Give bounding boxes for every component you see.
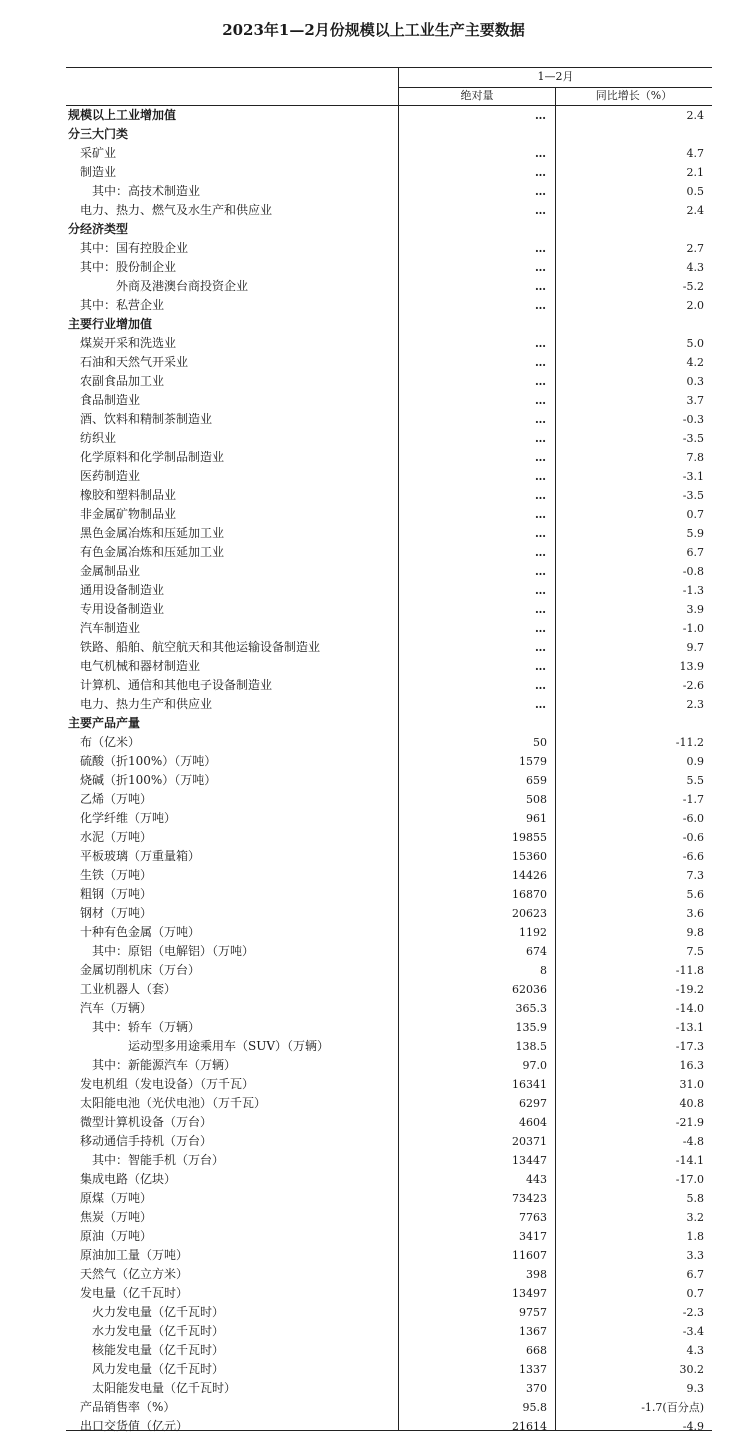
row-absolute-value: 13447: [512, 1154, 547, 1167]
row-yoy-value: 9.3: [686, 1382, 704, 1395]
row-absolute-value: 20623: [512, 907, 547, 920]
row-label: 生铁（万吨）: [80, 868, 153, 882]
row-absolute-value: …: [535, 698, 547, 711]
row-label: 金属制品业: [80, 564, 141, 578]
row-label: 其中：高技术制造业: [92, 184, 201, 198]
row-absolute-value: …: [535, 299, 547, 312]
table-row: [66, 676, 712, 695]
table-row: [66, 961, 712, 980]
row-label: 有色金属冶炼和压延加工业: [80, 545, 225, 559]
row-label: 其中：国有控股企业: [80, 241, 189, 255]
table-row: [66, 315, 712, 334]
row-absolute-value: 8: [540, 964, 547, 977]
table-row: [66, 847, 712, 866]
row-absolute-value: …: [535, 451, 547, 464]
row-absolute-value: 674: [526, 945, 547, 958]
row-label: 制造业: [80, 165, 117, 179]
row-yoy-value: 0.5: [686, 185, 704, 198]
row-yoy-value: -14.1: [675, 1154, 704, 1167]
row-label: 太阳能发电量（亿千瓦时）: [92, 1381, 237, 1395]
table-row: [66, 486, 712, 505]
row-label: 规模以上工业增加值: [68, 108, 177, 122]
row-yoy-value: -14.0: [675, 1002, 704, 1015]
row-yoy-value: 0.9: [686, 755, 704, 768]
row-absolute-value: …: [535, 679, 547, 692]
table-row: [66, 1037, 712, 1056]
table-row: [66, 923, 712, 942]
row-label: 外商及港澳台商投资企业: [116, 279, 249, 293]
table-row: [66, 828, 712, 847]
table-row: [66, 638, 712, 657]
table-row: [66, 448, 712, 467]
table-row: [66, 1360, 712, 1379]
row-absolute-value: …: [535, 147, 547, 160]
table-row: [66, 1132, 712, 1151]
row-yoy-value: 31.0: [679, 1078, 704, 1091]
table-row: [66, 1398, 712, 1417]
row-label: 焦炭（万吨）: [80, 1210, 153, 1224]
row-yoy-value: 9.7: [686, 641, 704, 654]
row-yoy-value: 5.9: [686, 527, 704, 540]
row-absolute-value: …: [535, 242, 547, 255]
table-row: [66, 1113, 712, 1132]
row-label: 天然气（亿立方米）: [80, 1267, 189, 1281]
row-absolute-value: 508: [526, 793, 547, 806]
row-absolute-value: …: [535, 508, 547, 521]
row-yoy-value: 16.3: [679, 1059, 704, 1072]
row-label: 橡胶和塑料制品业: [80, 488, 177, 502]
row-label: 钢材（万吨）: [80, 906, 153, 920]
row-absolute-value: 15360: [512, 850, 547, 863]
row-absolute-value: …: [535, 204, 547, 217]
row-yoy-value: 2.3: [686, 698, 704, 711]
row-label: 硫酸（折100%）（万吨）: [80, 754, 217, 768]
table-row: [66, 790, 712, 809]
row-label: 核能发电量（亿千瓦时）: [92, 1343, 225, 1357]
row-label: 十种有色金属（万吨）: [80, 925, 201, 939]
table-row: [66, 904, 712, 923]
row-yoy-value: 5.6: [686, 888, 704, 901]
row-label: 电力、热力、燃气及水生产和供应业: [80, 203, 273, 217]
row-yoy-value: 4.2: [686, 356, 704, 369]
row-yoy-value: -2.6: [682, 679, 704, 692]
table-row: [66, 524, 712, 543]
table-row: [66, 106, 712, 125]
row-label: 食品制造业: [80, 393, 141, 407]
row-yoy-value: 3.6: [686, 907, 704, 920]
table-row: [66, 144, 712, 163]
row-label: 布（亿米）: [80, 735, 141, 749]
page-title: 2023年1—2月份规模以上工业生产主要数据: [222, 21, 525, 39]
row-absolute-value: 11607: [512, 1249, 547, 1262]
row-absolute-value: 398: [526, 1268, 547, 1281]
row-label: 粗钢（万吨）: [80, 887, 153, 901]
row-absolute-value: 73423: [512, 1192, 547, 1205]
header-period: 1—2月: [537, 70, 574, 83]
row-label: 运动型多用途乘用车（SUV）（万辆）: [128, 1039, 330, 1053]
row-label: 原油加工量（万吨）: [80, 1248, 189, 1262]
row-absolute-value: 6297: [519, 1097, 547, 1110]
row-label: 非金属矿物制品业: [80, 507, 177, 521]
row-absolute-value: 7763: [519, 1211, 547, 1224]
row-absolute-value: 19855: [512, 831, 547, 844]
row-label: 电气机械和器材制造业: [80, 659, 201, 673]
row-absolute-value: 13497: [512, 1287, 547, 1300]
row-absolute-value: …: [535, 660, 547, 673]
row-yoy-value: -1.7: [682, 793, 704, 806]
row-label: 移动通信手持机（万台）: [80, 1134, 213, 1148]
table-row: [66, 258, 712, 277]
row-yoy-value: -3.5: [682, 489, 704, 502]
row-yoy-value: -13.1: [675, 1021, 704, 1034]
table-top-rule: [66, 67, 712, 68]
row-absolute-value: 135.9: [515, 1021, 547, 1034]
row-label: 计算机、通信和其他电子设备制造业: [80, 678, 273, 692]
row-absolute-value: 1192: [519, 926, 547, 939]
row-label: 太阳能电池（光伏电池）（万千瓦）: [80, 1096, 267, 1110]
row-yoy-value: -0.8: [682, 565, 704, 578]
table-row: [66, 1246, 712, 1265]
table-row: [66, 391, 712, 410]
row-absolute-value: 21614: [512, 1420, 547, 1433]
row-label: 烧碱（折100%）（万吨）: [80, 773, 217, 787]
row-absolute-value: …: [535, 337, 547, 350]
table-row: [66, 467, 712, 486]
table-row: [66, 429, 712, 448]
row-yoy-value: -4.8: [682, 1135, 704, 1148]
row-yoy-value: 5.8: [686, 1192, 704, 1205]
table-row: [66, 866, 712, 885]
row-label: 原煤（万吨）: [80, 1191, 153, 1205]
header-yoy: 同比增长（%）: [595, 89, 673, 102]
table-row: [66, 277, 712, 296]
row-absolute-value: 1337: [519, 1363, 547, 1376]
row-absolute-value: 9757: [519, 1306, 547, 1319]
row-absolute-value: …: [535, 603, 547, 616]
row-yoy-value: 5.5: [686, 774, 704, 787]
row-absolute-value: …: [535, 546, 547, 559]
table-row: [66, 942, 712, 961]
row-label: 水泥（万吨）: [80, 830, 153, 844]
table-row: [66, 1170, 712, 1189]
row-absolute-value: 1579: [519, 755, 547, 768]
row-absolute-value: …: [535, 280, 547, 293]
row-absolute-value: 3417: [519, 1230, 547, 1243]
row-absolute-value: …: [535, 166, 547, 179]
row-absolute-value: 14426: [512, 869, 547, 882]
row-yoy-value: -1.7(百分点): [641, 1401, 704, 1414]
table-row: [66, 201, 712, 220]
table-row: [66, 1379, 712, 1398]
table-row: [66, 334, 712, 353]
row-yoy-value: 7.8: [686, 451, 704, 464]
row-label: 金属切削机床（万台）: [80, 963, 201, 977]
row-absolute-value: …: [535, 641, 547, 654]
row-yoy-value: 2.4: [686, 204, 704, 217]
row-label: 原油（万吨）: [80, 1229, 153, 1243]
row-absolute-value: 1367: [519, 1325, 547, 1338]
table-row: [66, 1227, 712, 1246]
table-row: [66, 1151, 712, 1170]
table-row: [66, 125, 712, 144]
table-row: [66, 657, 712, 676]
row-label: 通用设备制造业: [80, 583, 165, 597]
row-absolute-value: 16341: [512, 1078, 547, 1091]
row-yoy-value: 7.3: [686, 869, 704, 882]
row-label: 主要行业增加值: [68, 317, 153, 331]
row-label: 专用设备制造业: [80, 602, 165, 616]
table-row: [66, 733, 712, 752]
row-yoy-value: -3.4: [682, 1325, 704, 1338]
row-label: 煤炭开采和洗选业: [80, 336, 177, 350]
table-row: [66, 163, 712, 182]
row-yoy-value: 3.3: [686, 1249, 704, 1262]
table-row: [66, 1303, 712, 1322]
table-row: [66, 980, 712, 999]
row-label: 石油和天然气开采业: [80, 355, 189, 369]
row-absolute-value: …: [535, 622, 547, 635]
row-label: 集成电路（亿块）: [80, 1172, 177, 1186]
row-label: 纺织业: [80, 431, 117, 445]
row-absolute-value: 668: [526, 1344, 547, 1357]
row-label: 分经济类型: [68, 222, 129, 236]
table-row: [66, 619, 712, 638]
row-label: 农副食品加工业: [80, 374, 165, 388]
row-label: 铁路、船舶、航空航天和其他运输设备制造业: [80, 640, 321, 654]
row-yoy-value: -1.3: [682, 584, 704, 597]
table-row: [66, 410, 712, 429]
row-yoy-value: 4.3: [686, 1344, 704, 1357]
table-row: [66, 562, 712, 581]
table-row: [66, 695, 712, 714]
row-absolute-value: …: [535, 470, 547, 483]
row-yoy-value: 6.7: [686, 1268, 704, 1281]
row-label: 分三大门类: [68, 127, 129, 141]
row-absolute-value: 659: [526, 774, 547, 787]
table-row: [66, 1056, 712, 1075]
table-row: [66, 353, 712, 372]
row-label: 产品销售率（%）: [80, 1400, 176, 1414]
row-yoy-value: -11.2: [675, 736, 704, 749]
row-absolute-value: …: [535, 261, 547, 274]
row-yoy-value: -5.2: [682, 280, 704, 293]
row-label: 发电机组（发电设备）（万千瓦）: [80, 1077, 255, 1091]
row-yoy-value: 13.9: [679, 660, 704, 673]
row-label: 主要产品产量: [68, 716, 141, 730]
row-absolute-value: 370: [526, 1382, 547, 1395]
table-row: [66, 239, 712, 258]
row-yoy-value: 6.7: [686, 546, 704, 559]
row-yoy-value: 2.4: [686, 109, 704, 122]
row-label: 酒、饮料和精制茶制造业: [80, 412, 213, 426]
row-yoy-value: 2.7: [686, 242, 704, 255]
row-yoy-value: -2.3: [682, 1306, 704, 1319]
row-label: 风力发电量（亿千瓦时）: [92, 1362, 225, 1376]
row-yoy-value: 3.7: [686, 394, 704, 407]
table-row: [66, 999, 712, 1018]
row-absolute-value: 20371: [512, 1135, 547, 1148]
row-label: 火力发电量（亿千瓦时）: [92, 1305, 225, 1319]
row-absolute-value: …: [535, 489, 547, 502]
row-label: 其中：私营企业: [80, 298, 165, 312]
table-row: [66, 771, 712, 790]
table-row: [66, 372, 712, 391]
row-yoy-value: -3.1: [682, 470, 704, 483]
row-yoy-value: 3.2: [686, 1211, 704, 1224]
row-yoy-value: -0.3: [682, 413, 704, 426]
row-absolute-value: …: [535, 584, 547, 597]
row-yoy-value: 5.0: [686, 337, 704, 350]
row-yoy-value: 2.0: [686, 299, 704, 312]
row-yoy-value: 4.7: [686, 147, 704, 160]
row-yoy-value: 0.7: [686, 508, 704, 521]
row-label: 其中：股份制企业: [80, 260, 177, 274]
row-label: 其中：原铝（电解铝）（万吨）: [92, 944, 255, 958]
row-yoy-value: 9.8: [686, 926, 704, 939]
row-label: 化学原料和化学制品制造业: [80, 450, 225, 464]
row-label: 水力发电量（亿千瓦时）: [92, 1324, 225, 1338]
row-label: 其中：智能手机（万台）: [92, 1153, 225, 1167]
row-yoy-value: -0.6: [682, 831, 704, 844]
table-row: [66, 296, 712, 315]
row-label: 乙烯（万吨）: [80, 792, 153, 806]
row-yoy-value: -17.3: [675, 1040, 704, 1053]
table-row: [66, 1341, 712, 1360]
row-absolute-value: 4604: [519, 1116, 547, 1129]
row-label: 发电量（亿千瓦时）: [80, 1286, 189, 1300]
row-label: 黑色金属冶炼和压延加工业: [80, 526, 225, 540]
table-row: [66, 1018, 712, 1037]
row-absolute-value: …: [535, 375, 547, 388]
row-yoy-value: 7.5: [686, 945, 704, 958]
row-absolute-value: 443: [526, 1173, 547, 1186]
row-absolute-value: 97.0: [522, 1059, 547, 1072]
row-absolute-value: 50: [533, 736, 547, 749]
row-label: 医药制造业: [80, 469, 141, 483]
table-row: [66, 581, 712, 600]
table-row: [66, 752, 712, 771]
table-row: [66, 885, 712, 904]
row-yoy-value: -3.5: [682, 432, 704, 445]
row-absolute-value: …: [535, 356, 547, 369]
table-row: [66, 600, 712, 619]
row-label: 工业机器人（套）: [80, 982, 177, 996]
table-row: [66, 1417, 712, 1436]
row-yoy-value: 30.2: [679, 1363, 704, 1376]
row-label: 微型计算机设备（万台）: [80, 1115, 213, 1129]
row-yoy-value: 0.7: [686, 1287, 704, 1300]
row-absolute-value: 95.8: [522, 1401, 547, 1414]
row-absolute-value: …: [535, 185, 547, 198]
row-yoy-value: -21.9: [675, 1116, 704, 1129]
table-row: [66, 1284, 712, 1303]
row-label: 汽车（万辆）: [80, 1001, 153, 1015]
table-row: [66, 809, 712, 828]
row-yoy-value: 2.1: [686, 166, 704, 179]
row-absolute-value: 961: [526, 812, 547, 825]
row-absolute-value: 16870: [512, 888, 547, 901]
row-absolute-value: …: [535, 394, 547, 407]
row-absolute-value: …: [535, 413, 547, 426]
table-row: [66, 220, 712, 239]
row-yoy-value: 3.9: [686, 603, 704, 616]
row-yoy-value: -6.0: [682, 812, 704, 825]
row-absolute-value: 138.5: [515, 1040, 547, 1053]
row-absolute-value: …: [535, 432, 547, 445]
row-absolute-value: 365.3: [515, 1002, 547, 1015]
header-absolute: 绝对量: [460, 89, 494, 102]
row-label: 出口交货值（亿元）: [80, 1419, 189, 1433]
table-row: [66, 1075, 712, 1094]
table-row: [66, 1094, 712, 1113]
table-row: [66, 1189, 712, 1208]
row-yoy-value: -4.9: [682, 1420, 704, 1433]
table-row: [66, 1322, 712, 1341]
row-label: 采矿业: [80, 146, 117, 160]
table-row: [66, 714, 712, 733]
row-label: 电力、热力生产和供应业: [80, 697, 213, 711]
row-yoy-value: -1.0: [682, 622, 704, 635]
row-yoy-value: 40.8: [679, 1097, 704, 1110]
row-absolute-value: 62036: [512, 983, 547, 996]
row-yoy-value: -6.6: [682, 850, 704, 863]
table-row: [66, 1265, 712, 1284]
table-row: [66, 182, 712, 201]
row-label: 汽车制造业: [80, 621, 141, 635]
row-absolute-value: …: [535, 109, 547, 122]
row-yoy-value: -17.0: [675, 1173, 704, 1186]
row-label: 其中：新能源汽车（万辆）: [92, 1058, 237, 1072]
row-yoy-value: -11.8: [675, 964, 704, 977]
row-yoy-value: 0.3: [686, 375, 704, 388]
row-label: 其中：轿车（万辆）: [92, 1020, 201, 1034]
row-yoy-value: 4.3: [686, 261, 704, 274]
row-label: 化学纤维（万吨）: [80, 811, 177, 825]
row-yoy-value: 1.8: [686, 1230, 704, 1243]
row-label: 平板玻璃（万重量箱）: [80, 849, 201, 863]
table-row: [66, 1208, 712, 1227]
table-row: [66, 505, 712, 524]
row-absolute-value: …: [535, 527, 547, 540]
row-yoy-value: -19.2: [675, 983, 704, 996]
table-row: [66, 543, 712, 562]
row-absolute-value: …: [535, 565, 547, 578]
